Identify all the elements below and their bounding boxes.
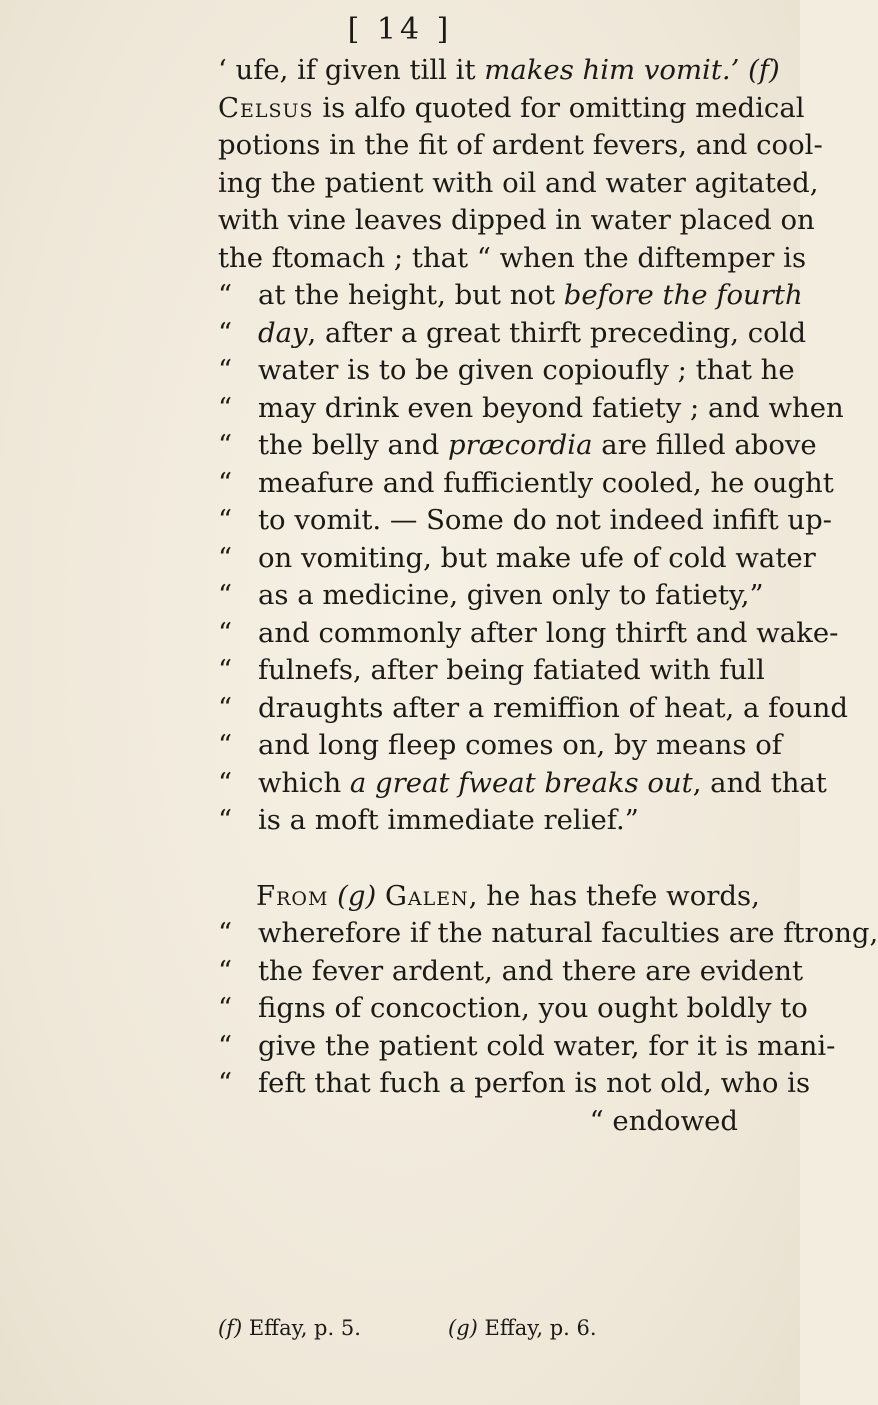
footnote: (g) Effay, p. 6. [448,1316,597,1340]
text-line: “ may drink even beyond fatiety ; and when [218,391,844,424]
text-line: “ on vomiting, but make ufe of cold water [218,541,816,574]
text-line: “ the belly and præcordia are filled above [218,429,817,461]
text-line: with vine leaves dipped in water placed on [218,204,815,236]
text-line: “ wherefore if the natural faculties are ftrong, [218,917,878,949]
text-line: “ and commonly after long thirft and wake- [218,616,839,649]
text-line: “ water is to be given copioufly ; that he [218,354,795,386]
text-line: “ the fever ardent, and there are evident [218,954,804,987]
text-line: From (g) Galen, he has thefe words, [256,879,760,912]
text-line: “ draughts after a remiffion of heat, a found [218,691,848,724]
page-number-header: [ 14 ] [347,12,453,47]
text-line: ‘ ufe, if given till it makes him vomit.’ (f) [218,54,780,86]
text-line: “ is a moft immediate relief.” [218,804,639,836]
text-line: “ fulnefs, after being fatiated with full [218,654,765,686]
catchword: “ endowed [589,1104,738,1137]
text-line: “ figns of concoction, you ought boldly to [218,992,808,1024]
paragraph-gap [218,840,738,878]
text-line: Celsus is alfo quoted for omitting medical [218,91,805,124]
footnote: (f) Effay, p. 5. [218,1316,361,1340]
text-line: ing the patient with oil and water agitated, [218,166,819,199]
text-line: “ feft that fuch a perfon is not old, who is [218,1067,811,1099]
text-line: potions in the fit of ardent fevers, and cool- [218,129,823,161]
text-line: “ which a great fweat breaks out, and that [218,766,827,799]
body-text [218,52,878,1140]
text-line: “ to vomit. — Some do not indeed infift up- [218,504,832,536]
text-line: “ as a medicine, given only to fatiety,” [218,579,764,611]
text-line: “ day, after a great thirft preceding, cold [218,316,807,349]
text-line: the ftomach ; that “ when the diftemper is [218,241,807,274]
text-line: “ give the patient cold water, for it is mani- [218,1029,836,1062]
text-line: “ meafure and fufficiently cooled, he ought [218,466,834,499]
text-line: “ and long fleep comes on, by means of [218,729,782,761]
text-line: “ at the height, but not before the fourth [218,279,803,311]
